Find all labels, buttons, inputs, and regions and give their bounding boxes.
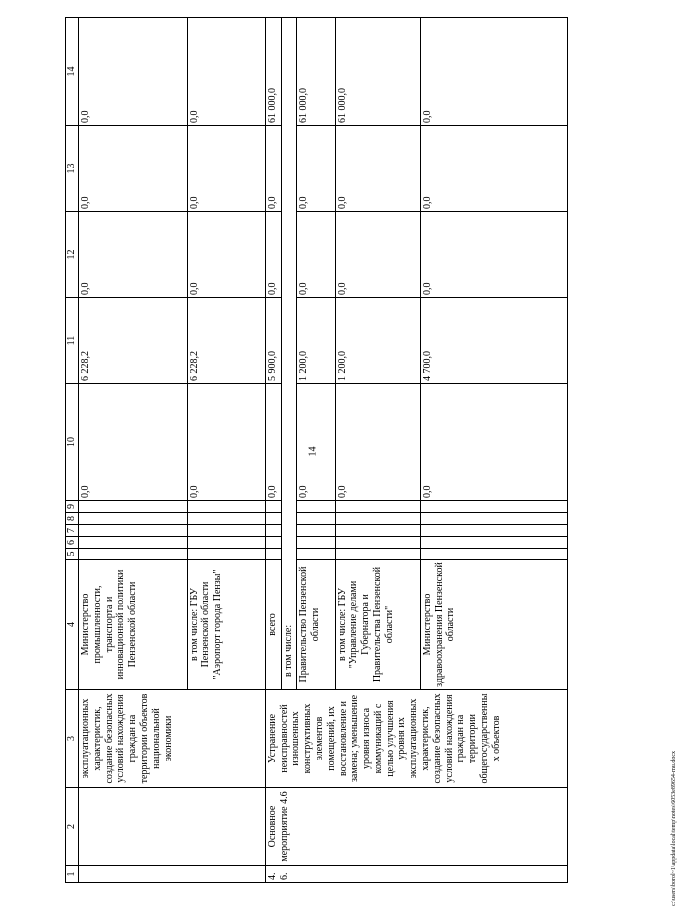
value-cell: 0,0 — [265, 384, 281, 501]
header-cell: 3 — [66, 690, 79, 788]
executor-cell: всего — [265, 560, 281, 690]
value-cell: 6 228,2 — [78, 298, 187, 384]
value-cell: 0,0 — [420, 126, 567, 212]
value-cell: 0,0 — [187, 18, 265, 126]
header-cell: 2 — [66, 788, 79, 866]
event-description-cell: Устранение неисправностей изношенных конструктивных элементов помещений, их восстановление и замена; уменьшение уровня износа коммуникаций с целью улучшения уровня их эксплуатационных характеристик, создание безопасных условий нахождения граждан на территории общегосударственных объектов — [265, 690, 567, 788]
value-cell: 0,0 — [187, 126, 265, 212]
header-cell: 10 — [66, 384, 79, 501]
value-cell: 0,0 — [187, 384, 265, 501]
executor-cell: в том числе: ГБУ Пензенской области "Аэропорт города Пензы" — [187, 560, 265, 690]
value-cell: 0,0 — [335, 384, 420, 501]
row-number-cell: 4.6. — [265, 866, 567, 883]
value-cell: 0,0 — [187, 212, 265, 298]
value-cell: 0,0 — [335, 212, 420, 298]
header-cell: 5 — [66, 549, 79, 560]
executor-cell: Министерство промышленности, транспорта и инновационной политики Пензенской области — [78, 560, 187, 690]
event-name-cell — [78, 788, 265, 866]
footer-file-path: c:\users\borol~1\appdata\local\temp\notes\6053e89654-rnu.docx — [671, 750, 677, 906]
row-number-cell — [78, 866, 265, 883]
value-cell: 61 000,0 — [265, 18, 281, 126]
header-cell: 6 — [66, 537, 79, 549]
value-cell: 0,0 — [296, 126, 335, 212]
table-row — [78, 18, 187, 883]
event-name-cell: Основное мероприятие 4.6 — [265, 788, 567, 866]
value-cell: 1 200,0 — [296, 298, 335, 384]
header-cell: 1 — [66, 866, 79, 883]
header-cell: 8 — [66, 513, 79, 525]
header-cell: 12 — [66, 212, 79, 298]
header-cell: 4 — [66, 560, 79, 690]
value-cell: 4 700,0 — [420, 298, 567, 384]
executor-cell: в том числе: ГБУ "Управление делами Губернатора и Правительства Пензенской области" — [335, 560, 420, 690]
value-cell: 0,0 — [265, 212, 281, 298]
value-cell: 0,0 — [78, 126, 187, 212]
value-cell: 0,0 — [420, 18, 567, 126]
header-row — [66, 18, 79, 883]
value-cell: 61 000,0 — [335, 18, 420, 126]
table-row — [265, 18, 281, 883]
budget-table — [65, 17, 568, 883]
value-cell: 0,0 — [265, 126, 281, 212]
header-cell: 11 — [66, 298, 79, 384]
value-cell: 0,0 — [78, 18, 187, 126]
subtotal-note: в том числе: — [281, 18, 296, 690]
value-cell: 1 200,0 — [335, 298, 420, 384]
value-cell: 0,0 — [420, 384, 567, 501]
page-number: 14 — [307, 446, 319, 457]
header-cell: 7 — [66, 525, 79, 537]
rotated-table-container — [65, 18, 568, 883]
header-cell: 13 — [66, 126, 79, 212]
value-cell: 0,0 — [335, 126, 420, 212]
header-cell: 9 — [66, 501, 79, 513]
value-cell: 0,0 — [78, 384, 187, 501]
value-cell: 0,0 — [420, 212, 567, 298]
event-description-cell: эксплуатационных характеристик, создание безопасных условий нахождения граждан на территории объектов национальной экономики — [78, 690, 265, 788]
value-cell: 5 900,0 — [265, 298, 281, 384]
value-cell: 61 000,0 — [296, 18, 335, 126]
value-cell: 6 228,2 — [187, 298, 265, 384]
value-cell: 0,0 — [78, 212, 187, 298]
header-cell: 14 — [66, 18, 79, 126]
executor-cell: Правительство Пензенской области — [296, 560, 335, 690]
value-cell: 0,0 — [296, 384, 335, 501]
value-cell: 0,0 — [296, 212, 335, 298]
executor-cell: Министерство здравоохранения Пензенской области — [420, 560, 567, 690]
